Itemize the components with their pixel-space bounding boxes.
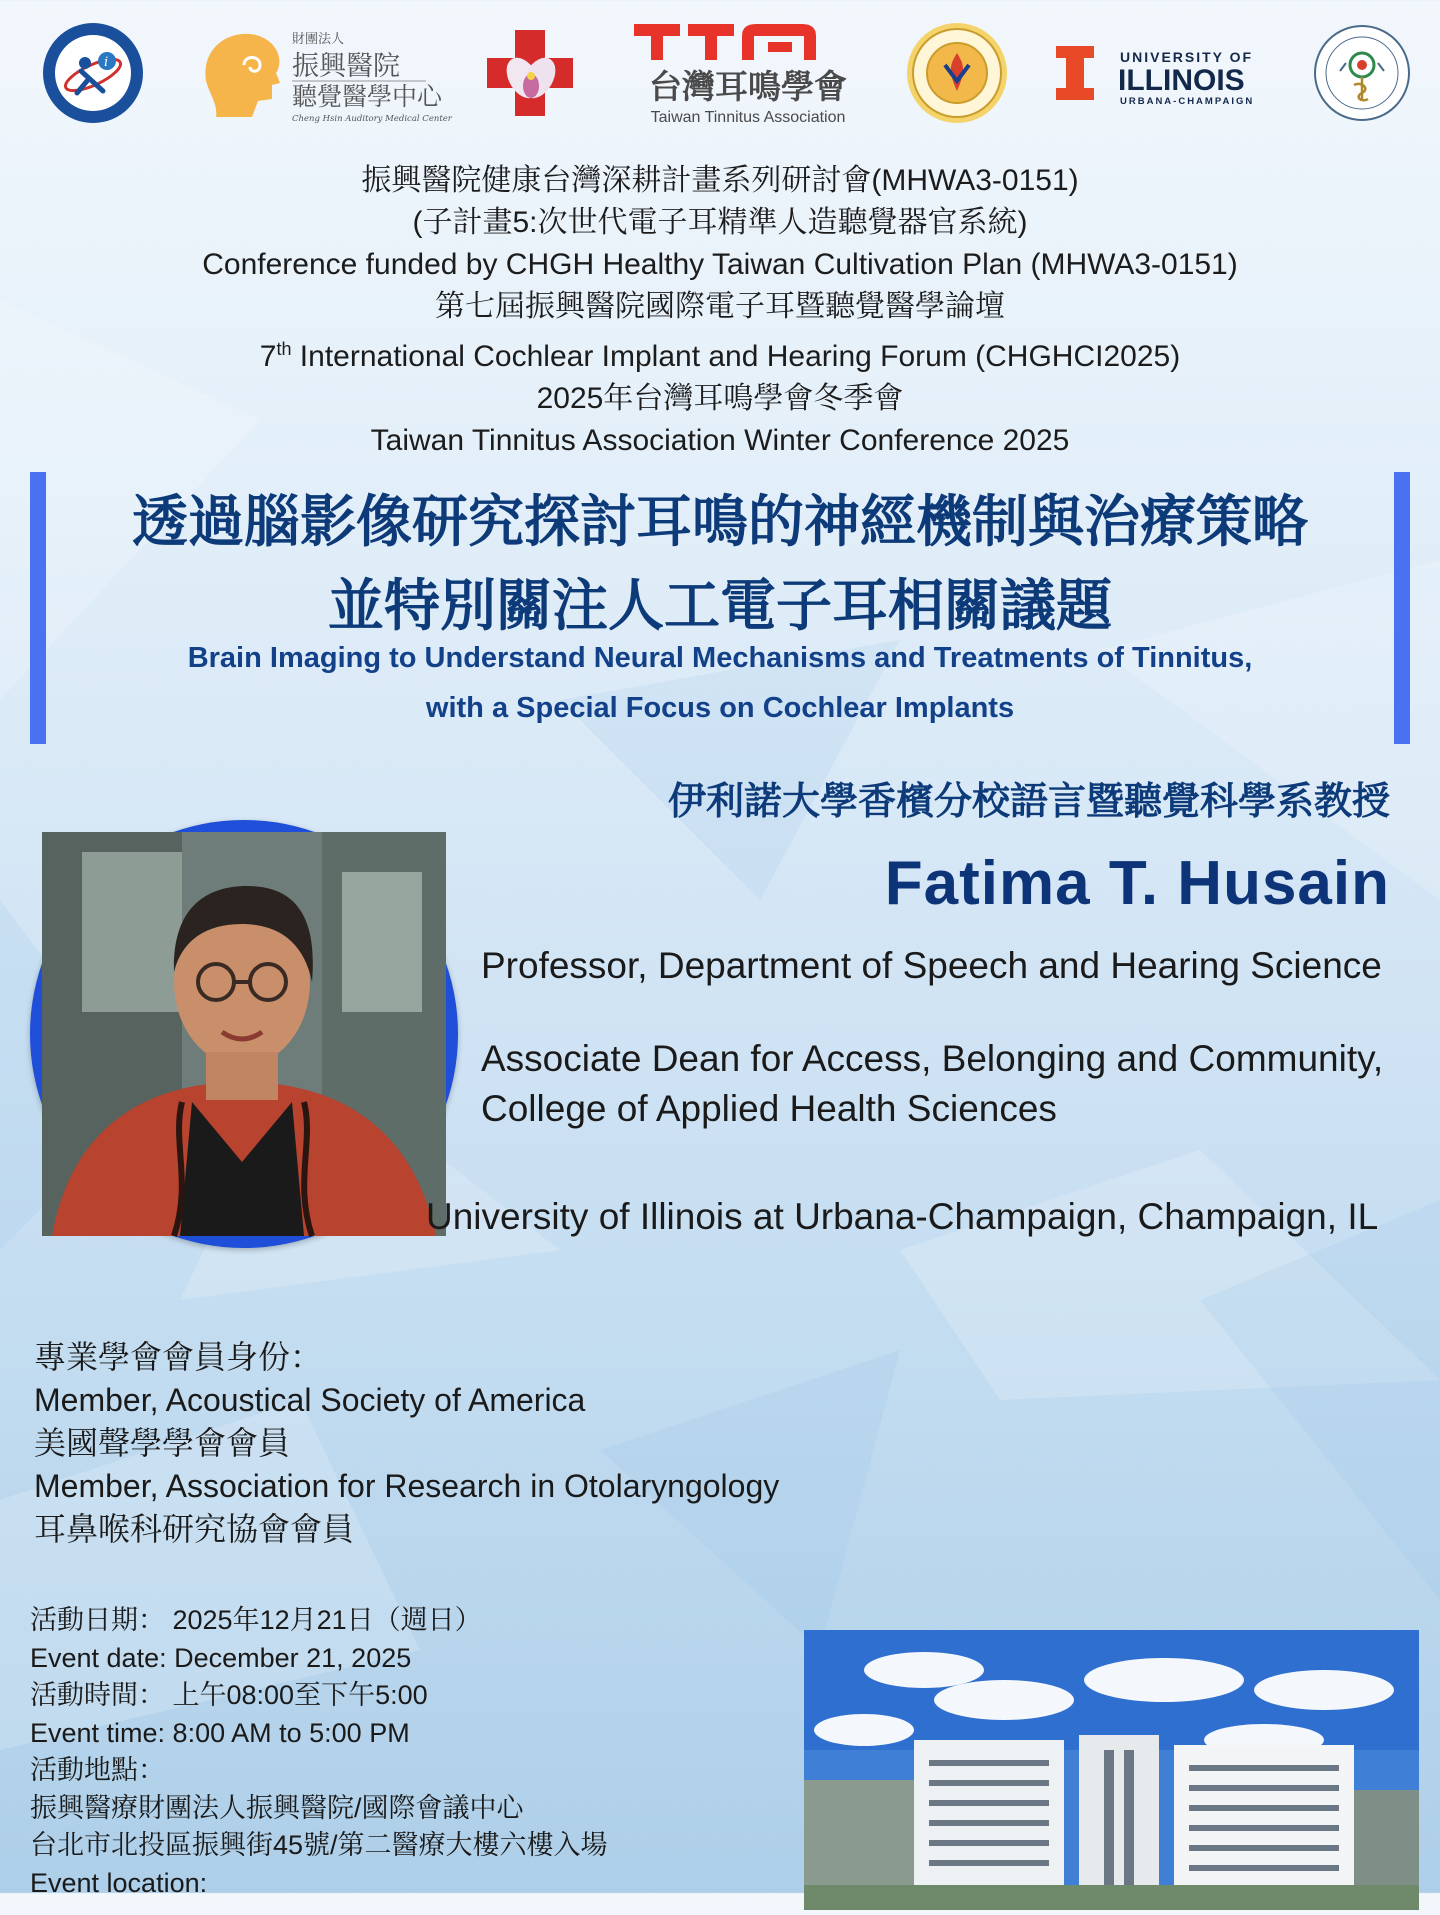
event-location-zh-1: 振興醫療財團法人振興醫院/國際會議中心 xyxy=(30,1792,524,1823)
speaker-department-zh: 伊利諾大學香檳分校語言暨聽覺科學系教授 xyxy=(667,779,1390,823)
svg-text:台灣耳鳴學會: 台灣耳鳴學會 xyxy=(649,67,847,106)
speaker-university: University of Illinois at Urbana-Champaign, Champaign, IL xyxy=(426,1196,1379,1237)
speaker-position-dean-line2: College of Applied Health Sciences xyxy=(481,1088,1057,1129)
association-seal-logo xyxy=(38,18,148,128)
cheng-hsin-hospital-cross-logo xyxy=(482,18,578,128)
talk-title-block xyxy=(30,472,1410,744)
event-details xyxy=(30,1602,608,1902)
speaker-photo xyxy=(30,820,458,1248)
svg-text:URBANA-CHAMPAIGN: URBANA-CHAMPAIGN xyxy=(1120,96,1255,107)
svg-text:聽覺醫學中心: 聽覺醫學中心 xyxy=(292,82,443,111)
talk-title-en-line2: with a Special Focus on Cochlear Implants xyxy=(425,692,1015,724)
taiwan-tinnitus-association-logo xyxy=(632,18,864,128)
svg-text:UNIVERSITY OF: UNIVERSITY OF xyxy=(1120,49,1254,65)
university-round-seal-logo xyxy=(904,18,1010,128)
membership-item: Member, Acoustical Society of America xyxy=(34,1382,586,1418)
speaker-position-dean-line1: Associate Dean for Access, Belonging and Community, xyxy=(481,1038,1384,1079)
speaker-name: Fatima T. Husain xyxy=(884,849,1390,918)
svg-text:財團法人: 財團法人 xyxy=(292,32,345,47)
memberships-list xyxy=(34,1336,779,1551)
talk-title-en-line1: Brain Imaging to Understand Neural Mechanisms and Treatments of Tinnitus, xyxy=(187,642,1253,674)
svg-text:ILLINOIS: ILLINOIS xyxy=(1118,64,1245,97)
event-date-en: Event date: December 21, 2025 xyxy=(30,1642,412,1673)
talk-title-zh-line1: 透過腦影像研究探討耳鳴的神經機制與治療策略 xyxy=(132,490,1308,555)
svg-text:振興醫院: 振興醫院 xyxy=(292,51,400,82)
yang-ming-chiao-tung-seal-logo xyxy=(1312,18,1412,128)
memberships-heading: 專業學會會員身份： xyxy=(34,1339,323,1375)
event-location-label-zh: 活動地點： xyxy=(30,1755,165,1785)
conference-header xyxy=(0,160,1440,462)
header-line-funding-en: Conference funded by CHGH Healthy Taiwan Cultivation Plan (MHWA3-0151) xyxy=(202,248,1238,281)
header-line-subproject-zh: (子計畫5:次世代電子耳精準人造聽覺器官系統) xyxy=(412,206,1028,239)
event-location-zh-2: 台北市北投區振興街45號/第二醫療大樓六樓入場 xyxy=(30,1830,608,1860)
illinois-logo xyxy=(1054,18,1272,128)
header-line-winter-zh: 2025年台灣耳鳴學會冬季會 xyxy=(536,382,904,415)
event-time-zh: 活動時間： 上午08:00至下午5:00 xyxy=(30,1680,428,1710)
cheng-hsin-auditory-center-logo xyxy=(196,18,452,128)
header-line-winter-en: Taiwan Tinnitus Association Winter Conference 2025 xyxy=(370,424,1070,457)
event-date-zh: 活動日期： 2025年12月21日（週日） xyxy=(30,1605,482,1635)
membership-item: 耳鼻喉科研究協會會員 xyxy=(34,1511,355,1547)
header-line-forum-zh: 第七屆振興醫院國際電子耳暨聽覺醫學論壇 xyxy=(435,290,1005,323)
event-time-en: Event time: 8:00 AM to 5:00 PM xyxy=(30,1717,410,1748)
svg-text:Taiwan Tinnitus Association: Taiwan Tinnitus Association xyxy=(650,109,846,126)
speaker-position-professor: Professor, Department of Speech and Hearing Science xyxy=(481,945,1382,986)
event-location-label-en: Event location: xyxy=(30,1867,208,1898)
talk-title-zh-line2: 並特別關注人工電子耳相關議題 xyxy=(328,574,1112,639)
svg-text:Cheng Hsin Auditory Medical Ce: Cheng Hsin Auditory Medical Center xyxy=(292,114,452,124)
membership-item: Member, Association for Research in Otolaryngology xyxy=(34,1468,780,1504)
membership-item: 美國聲學學會會員 xyxy=(34,1425,291,1461)
svg-text:i: i xyxy=(104,55,109,70)
header-line-forum-en: 7th International Cochlear Implant and Hearing Forum (CHGHCI2025) xyxy=(259,339,1181,373)
hospital-building-photo xyxy=(804,1630,1419,1910)
header-line-funding-zh: 振興醫院健康台灣深耕計畫系列研討會(MHWA3-0151) xyxy=(361,164,1079,197)
